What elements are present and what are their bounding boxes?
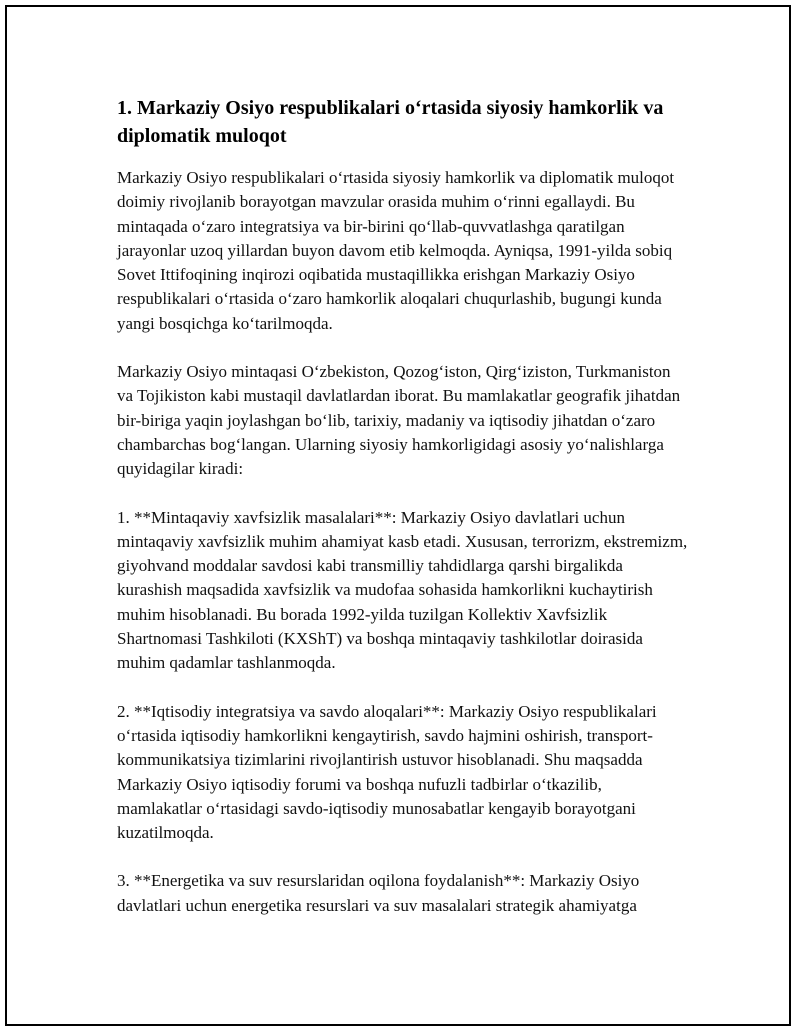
- list-item-security: 1. **Mintaqaviy xavfsizlik masalalari**: Markaziy Osiyo davlatlari uchun mintaqaviy xavfsizlik muhim ahamiyat kasb etadi. Xususan, terrorizm, ekstremizm, giyohvand moddalar savdosi kabi transmilliy tahdidlarga qarshi birgalikda kurashish maqsadida xavfsizlik va mudofaa sohasida hamkorlikni kuchaytirish muhim hisoblanadi. Bu borada 1992-yilda tuzilgan Kollektiv Xavfsizlik Shartnomasi Tashkiloti (KXShT) va boshqa mintaqaviy tashkilotlar doirasida muhim qadamlar tashlanmoqda.: [117, 507, 688, 673]
- list-item-energy: 3. **Energetika va suv resurslaridan oqilona foydalanish**: Markaziy Osiyo davlatlari uchun energetika resurslari va suv masalalari strategik ahamiyatga: [117, 871, 640, 915]
- paragraph-intro: Markaziy Osiyo respublikalari o‘rtasida siyosiy hamkorlik va diplomatik muloqot doimiy rivojlanib borayotgan mavzular orasida muhim o‘rinni egallaydi. Bu mintaqada o‘zaro integratsiya va bir-birini qo‘llab-quvvatlashga qaratilgan jarayonlar uzoq yillardan buyon davom etib kelmoqda. Ayniqsa, 1991-yilda sobiq Sovet Ittifoqining inqirozi oqibatida mustaqillikka erishgan Markaziy Osiyo respublikalari o‘rtasida o‘zaro hamkorlik aloqalari chuqurlashib, bugungi kunda yangi bosqichga ko‘tarilmoqda.: [117, 168, 675, 333]
- section-heading: 1. Markaziy Osiyo respublikalari o‘rtasida siyosiy hamkorlik va diplomatik muloqot: [117, 97, 664, 147]
- paragraph-region: Markaziy Osiyo mintaqasi O‘zbekiston, Qozog‘iston, Qirg‘iziston, Turkmaniston va Tojikiston kabi mustaqil davlatlardan iborat. Bu mamlakatlar geografik jihatdan bir-biriga yaqin joylashgan bo‘lib, tarixiy, madaniy va iqtisodiy jihatdan o‘zaro chambarchas bog‘langan. Ularning siyosiy hamkorligidagi asosiy yo‘nalishlarga quyidagilar kiradi:: [117, 362, 681, 479]
- list-item-economy: 2. **Iqtisodiy integratsiya va savdo aloqalari**: Markaziy Osiyo respublikalari o‘rtasida iqtisodiy hamkorlikni kengaytirish, savdo hajmini oshirish, transport-kommunikatsiya tizimlarini rivojlantirish ustuvor hisoblanadi. Shu maqsadda Markaziy Osiyo iqtisodiy forumi va boshqa nufuzli tadbirlar o‘tkazilib, mamlakatlar o‘rtasidagi savdo-iqtisodiy munosabatlar kengayib borayotgani kuzatilmoqda.: [117, 701, 657, 843]
- document-body: [117, 94, 689, 942]
